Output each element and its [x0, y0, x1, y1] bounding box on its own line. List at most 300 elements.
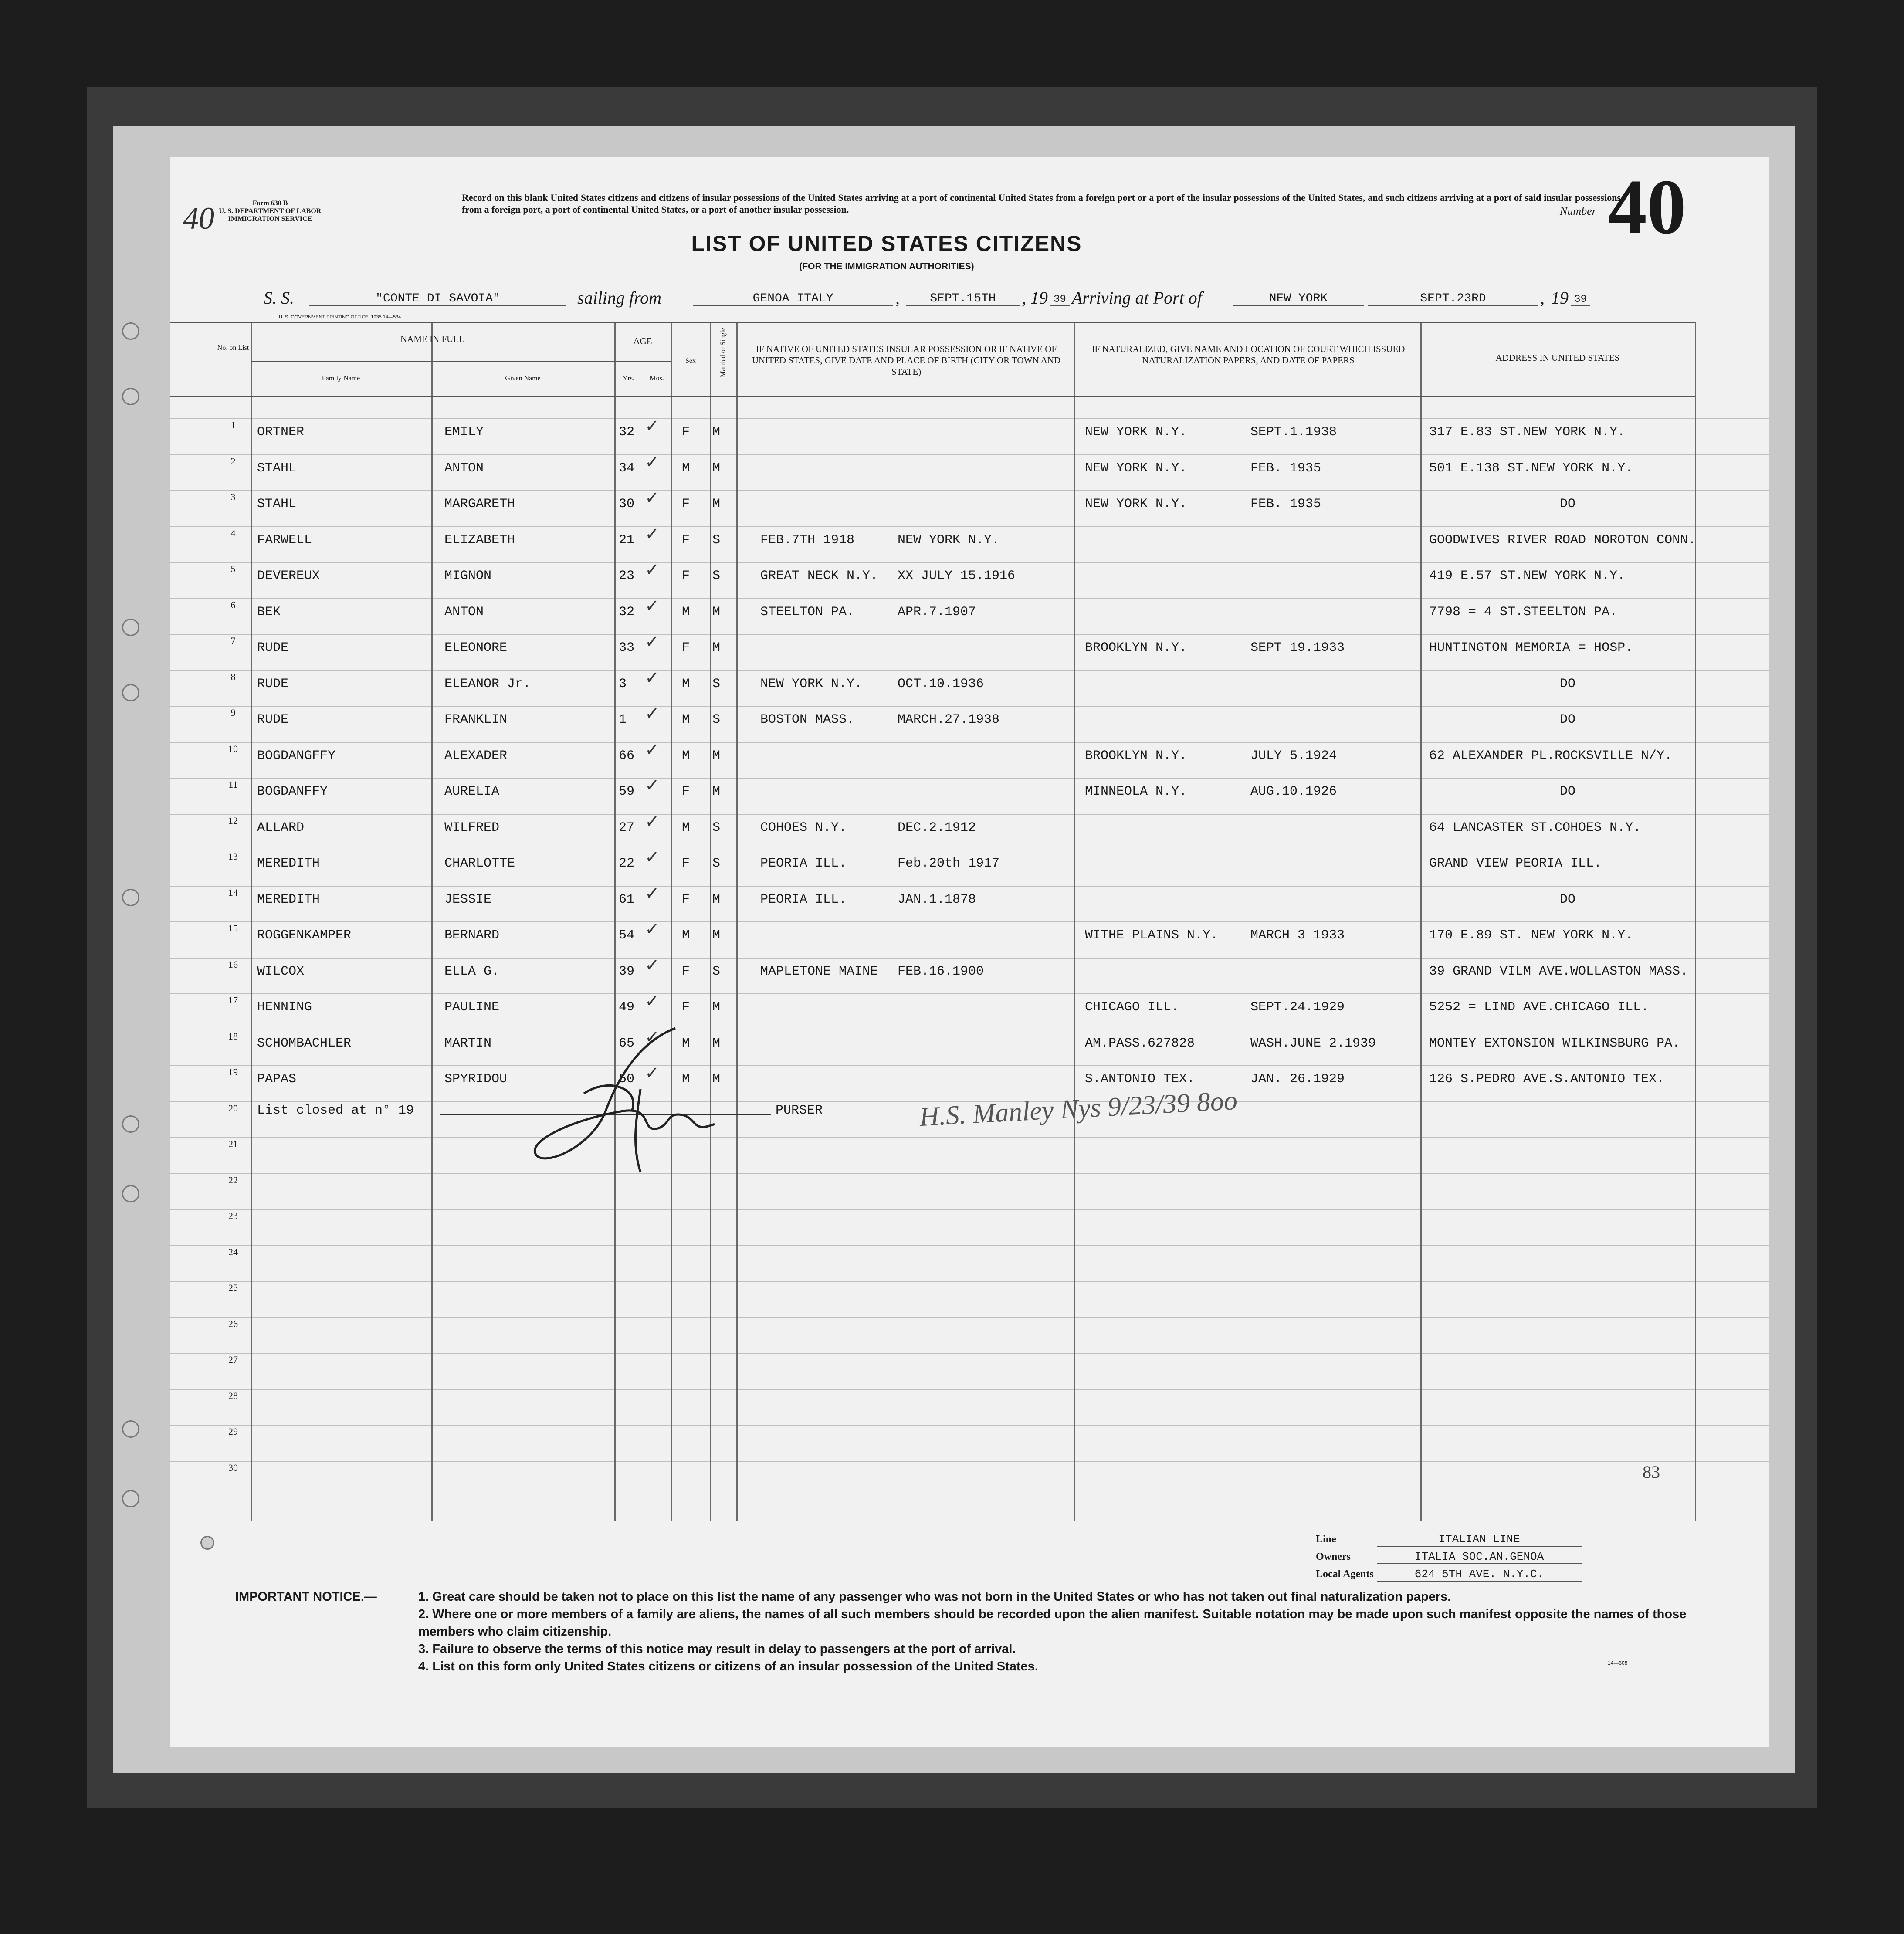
- cell-sex: M: [682, 1036, 690, 1051]
- ship-name: "CONTE DI SAVOIA": [309, 292, 566, 306]
- binder-hole: [122, 1420, 139, 1438]
- row-number: 26: [228, 1318, 238, 1329]
- cell-num: 12: [228, 815, 238, 826]
- purser-signature: [510, 1024, 754, 1181]
- cell-given: JESSIE: [444, 892, 492, 907]
- cell-sex: M: [682, 461, 690, 476]
- cell-family: STAHL: [257, 497, 297, 511]
- ruled-line: [170, 778, 1769, 779]
- inspector-signature-note: H.S. Manley Nys 9/23/39 8oo: [918, 1085, 1238, 1132]
- cell-address: MONTEY EXTONSION WILKINSBURG PA.: [1429, 1036, 1680, 1051]
- check-mark-icon: ✓: [645, 704, 660, 723]
- cell-marital: S: [712, 532, 721, 548]
- cell-yrs: 49: [619, 1000, 635, 1015]
- cell-birth-date: Feb.20th 1917: [898, 856, 1000, 871]
- cell-sex: F: [682, 569, 690, 583]
- col-line: [1695, 322, 1696, 1521]
- ruled-line: [170, 1425, 1769, 1426]
- cell-marital: M: [712, 748, 721, 763]
- cell-birth-date: OCT.10.1936: [898, 676, 984, 691]
- cell-num: 13: [228, 851, 238, 862]
- check-mark-icon: ✓: [645, 812, 660, 831]
- cell-given: ELEANOR Jr.: [444, 676, 531, 691]
- cell-sex: F: [682, 497, 690, 511]
- cell-birth-place: PEORIA ILL.: [760, 856, 847, 871]
- cell-birth-place: STEELTON PA.: [760, 604, 855, 620]
- ruled-line: [170, 1461, 1769, 1462]
- cell-family: ORTNER: [257, 425, 305, 440]
- page-title: LIST OF UNITED STATES CITIZENS: [691, 231, 1082, 256]
- cell-sex: M: [682, 928, 690, 943]
- cell-yrs: 22: [619, 856, 635, 871]
- cell-nat-court: NEW YORK N.Y.: [1085, 425, 1187, 440]
- owners-label: Owners: [1316, 1551, 1351, 1562]
- cell-marital: M: [712, 640, 721, 655]
- cell-birth-date: NEW YORK N.Y.: [898, 532, 1000, 548]
- cell-marital: M: [712, 425, 721, 440]
- cell-sex: M: [682, 748, 690, 763]
- cell-num: 2: [230, 455, 236, 467]
- cell-marital: M: [712, 928, 721, 943]
- cell-nat-court: AM.PASS.627828: [1085, 1036, 1195, 1051]
- cell-marital: S: [712, 569, 721, 583]
- page-number: 83: [1643, 1462, 1660, 1482]
- cell-family: RUDE: [257, 640, 289, 655]
- cell-sex: M: [682, 712, 690, 727]
- document-sheet: Form 630 B U. S. DEPARTMENT OF LABOR IMMIGRATION SERVICE 40 Record on this blank United States citizens and citizens of insular possessions of the United States arriving at a port of continental United States from a foreign port or a port of the insular possessions of the United States, and such citizens arriving at a port of said insular possessions from a foreign port, a port of continental United States, or a port of another insular possession. Number 40 LIST OF UNITED STATES CITIZENS (FOR THE IMMIGRATION AUTHORITIES) S. S. "CONTE DI SAVOIA" sailing from GENOA ITALY , SEPT.15TH , 19 39 Arriving at Port of NEW YORK SEPT.23RD , 19 39 U. S. GOVERNMENT PRINTING OFFICE: 1935 14—534 No. on List NAME IN FULL Family Name Given Name AGE Yrs. Mos. Sex Married or Single IF NATIVE OF UNITED STATES INSULAR POSSESSION OR IF NATIVE OF UNITED STATES, GIVE DATE AND PLACE OF BIRTH (CITY OR TOWN AND STATE) IF NATURALIZED, GIVE NAME AND LOCATION OF COURT WHICH ISSUED NATURALIZATION PAPERS, AND DATE OF PAPERS ADDRESS IN UNITED STATES 1 ORTNER EMILY 32 F M NEW YORK N.Y. SEPT.1.1938 317 E.83 ST.NEW YORK N.Y. ✓ 2 STAHL ANTON 34 M M NEW YORK N.Y. FEB. 1935 501 E.138 ST.NEW YORK N.Y. ✓ 3 STAHL MARGARETH 30 F M NEW YORK N.Y. FEB. 1935 DO ✓ 4 FARWELL ELIZABETH 21 F S FEB.7TH 1918 NEW YORK N.Y. GOODWIVES RIVER ROAD NOROTON CONN. ✓ 5 DEVEREUX MIGNON 23 F S GREAT NECK N.Y. XX JULY 15.1916 419 E.57 ST.NEW YORK N.Y. ✓ 6 BEK ANTON 32 M M STEELTON PA. APR.7.1907 7798 = 4 ST.STEELTON PA. ✓ 7 RUDE ELEONORE 33 F M BROOKLYN N.Y. SEPT 19.1933 HUNTINGTON MEMORIA = HOSP. ✓ 8 RUDE ELEANOR Jr. 3 M S NEW YORK N.Y. OCT.10.1936 DO ✓ 9 RUDE FRANKLIN 1 M S BOSTON MASS. MARCH.27.1938 DO ✓ 10 BOGDANGFFY ALEXADER 66 M M BROOKLYN N.Y. JULY 5.1924 62 ALEXANDER PL.ROCKSVILLE N/Y. ✓ 11 BOGDANFFY AURELIA 59 F M MINNEOLA N.Y. AUG.10.1926 DO ✓ 12 ALLARD WILFRED 27 M S COHOES N.Y. DEC.2.1912 64 LANCASTER ST.COHOES N.Y. ✓ 13 MEREDITH CHARLOTTE 22 F S PEORIA ILL. Feb.20th 1917 GRAND VIEW PEORIA ILL. ✓ 14 MEREDITH JESSIE 61 F M PEORIA ILL. JAN.1.1878 DO ✓ 15 ROGGENKAMPER BERNARD 54 M M WITHE PLAINS N.Y. MARCH 3 1933 170 E.89 ST. NEW YORK N.Y. ✓ 16 WILCOX ELLA G. 39 F S MAPLETONE MAINE FEB.16.1900 39 GRAND VILM AVE.WOLLASTON MASS. ✓ 17 HENNING PAULINE 49 F M CHICAGO ILL. SEPT.24.1929 5252 = LIND AVE.CHICAGO ILL. ✓ 18 SCHOMBACHLER MARTIN 65 M M AM.PASS.627828 WASH.JUNE 2.1939 MONTEY EXTONSION WILKINSBURG PA. ✓ 19 PAPAS SPYRIDOU 50 M M S.ANTONIO TEX. JAN. 26.1929 126 S.PEDRO AVE.S.ANTONIO TEX. ✓ 20 21 22 23 24 25 26 27 28 29 30 List closed at n° 19 PURSER H.S. Manley Nys 9/23/39 8oo 83 Line ITALIAN LINE Owners ITALIA SOC.AN.GENOA Local Agents 624 5TH AVE. N.Y.C. IMPORTANT NOTICE.— 1. Great care should be taken not to place on this list the name of any passenger who was not born in the United States or who has not taken out final naturalization papers. 2. Where one or more members of a family are aliens, the names of all such members should be recorded upon the alien manifest. Suitable notation may be made upon such manifest opposite the names of those members who claim citizenship. 3. Failure to observe the terms of this notice may result in delay to passengers at the port of arrival. 4. List on this form only United States citizens or citizens of an insular possession of the United States. 14—608: [170, 157, 1769, 1747]
- cell-given: PAULINE: [444, 1000, 500, 1015]
- cell-sex: F: [682, 1000, 690, 1015]
- cell-num: 19: [228, 1067, 238, 1077]
- cell-nat-court: MINNEOLA N.Y.: [1085, 784, 1187, 799]
- cell-birth-place: COHOES N.Y.: [760, 820, 847, 835]
- cell-num: 1: [230, 420, 236, 430]
- cell-yrs: 54: [619, 928, 635, 943]
- cell-marital: M: [712, 604, 721, 620]
- list-number: 40: [1608, 163, 1686, 250]
- cell-nat-date: FEB. 1935: [1250, 497, 1321, 511]
- departure-date: SEPT.15TH: [906, 292, 1020, 306]
- header-bottom-line: [170, 396, 1695, 397]
- cell-family: STAHL: [257, 461, 297, 476]
- agents-label: Local Agents: [1316, 1568, 1374, 1580]
- ruled-line: [170, 1281, 1769, 1282]
- cell-yrs: 39: [619, 964, 635, 979]
- cell-family: SCHOMBACHLER: [257, 1036, 352, 1051]
- departure-year-prefix: 19: [1030, 288, 1048, 308]
- check-mark-icon: ✓: [645, 1064, 660, 1083]
- cell-yrs: 32: [619, 604, 635, 620]
- cell-given: MARTIN: [444, 1036, 492, 1051]
- cell-sex: F: [682, 856, 690, 871]
- cell-num: 10: [228, 743, 238, 754]
- cell-given: SPYRIDOU: [444, 1072, 508, 1087]
- cell-family: ROGGENKAMPER: [257, 928, 352, 943]
- cell-yrs: 34: [619, 461, 635, 476]
- cell-num: 16: [228, 959, 238, 970]
- check-mark-icon: ✓: [645, 776, 660, 795]
- cell-marital: M: [712, 497, 721, 511]
- col-line: [736, 322, 738, 1521]
- ruled-line: [170, 670, 1769, 671]
- cell-nat-date: MARCH 3 1933: [1250, 928, 1345, 943]
- cell-num: 4: [230, 527, 236, 539]
- cell-address: DO: [1560, 784, 1576, 799]
- department-name: U. S. DEPARTMENT OF LABOR: [219, 207, 322, 215]
- ruled-line: [170, 1353, 1769, 1354]
- cell-sex: F: [682, 425, 690, 440]
- cell-num: 18: [228, 1030, 238, 1042]
- cell-address: 501 E.138 ST.NEW YORK N.Y.: [1429, 461, 1633, 476]
- departure-port: GENOA ITALY: [693, 292, 893, 306]
- ruled-line: [170, 454, 1769, 455]
- row-number: 24: [228, 1246, 238, 1257]
- cell-given: WILFRED: [444, 820, 500, 835]
- cell-birth-date: MARCH.27.1938: [898, 712, 1000, 727]
- cell-given: ELIZABETH: [444, 532, 515, 548]
- cell-sex: M: [682, 1072, 690, 1087]
- binder-hole: [122, 684, 139, 701]
- form-intro: Record on this blank United States citizens and citizens of insular possessions of the United States arriving at a port of continental United States from a foreign port or a port of the insular possessions of the United States, and such citizens arriving at a port of said insular possessions from a foreign port, a port of continental United States, or a port of another insular possession.: [462, 192, 1621, 215]
- notice-item: 2. Where one or more members of a family are aliens, the names of all such members should be recorded upon the alien manifest. Suitable notation may be made upon such manifest opposite the names of those members who claim citizenship.: [418, 1607, 1687, 1639]
- header-top-line: [170, 322, 1695, 323]
- cell-num: 15: [228, 923, 238, 934]
- cell-given: EMILY: [444, 425, 484, 440]
- row-number: 28: [228, 1390, 238, 1401]
- cell-birth-place: GREAT NECK N.Y.: [760, 569, 878, 583]
- arrival-date: SEPT.23RD: [1368, 292, 1538, 306]
- line-label: Line: [1316, 1534, 1336, 1545]
- purser-label: PURSER: [776, 1103, 823, 1118]
- col-birth-place: IF NATIVE OF UNITED STATES INSULAR POSSESSION OR IF NATIVE OF UNITED STATES, GIVE DATE AND PLACE OF BIRTH (CITY OR TOWN AND STATE): [752, 344, 1061, 377]
- col-line: [251, 322, 252, 1521]
- cell-given: ALEXADER: [444, 748, 508, 763]
- ruled-line: [170, 418, 1769, 419]
- col-line: [671, 322, 672, 1521]
- cell-given: FRANKLIN: [444, 712, 508, 727]
- ruled-line: [170, 1173, 1769, 1174]
- cell-nat-court: WITHE PLAINS N.Y.: [1085, 928, 1219, 943]
- cell-marital: M: [712, 1000, 721, 1015]
- owners-value: ITALIA SOC.AN.GENOA: [1377, 1550, 1582, 1564]
- cell-nat-date: SEPT 19.1933: [1250, 640, 1345, 655]
- list-closed-note: List closed at n° 19: [257, 1103, 414, 1118]
- cell-address: 170 E.89 ST. NEW YORK N.Y.: [1429, 928, 1633, 943]
- ss-label: S. S.: [264, 288, 294, 308]
- ruled-line: [170, 490, 1769, 491]
- cell-nat-court: CHICAGO ILL.: [1085, 1000, 1179, 1015]
- cell-given: BERNARD: [444, 928, 500, 943]
- cell-nat-court: NEW YORK N.Y.: [1085, 497, 1187, 511]
- row-number: 22: [228, 1174, 238, 1185]
- cell-nat-date: JULY 5.1924: [1250, 748, 1337, 763]
- cell-family: RUDE: [257, 676, 289, 691]
- col-yrs: Yrs.: [622, 375, 635, 382]
- col-line: [1420, 322, 1422, 1521]
- ruled-line: [170, 598, 1769, 599]
- cell-given: MARGARETH: [444, 497, 515, 511]
- ruled-line: [170, 993, 1769, 994]
- cell-family: MEREDITH: [257, 856, 320, 871]
- cell-num: 14: [228, 887, 238, 898]
- arrival-year-prefix: 19: [1551, 288, 1569, 308]
- check-mark-icon: ✓: [645, 452, 660, 472]
- ruled-line: [170, 921, 1769, 922]
- ruled-line: [170, 634, 1769, 635]
- check-mark-icon: ✓: [645, 848, 660, 867]
- cell-nat-court: NEW YORK N.Y.: [1085, 461, 1187, 476]
- row-number: 29: [228, 1426, 238, 1437]
- number-label: Number: [1560, 205, 1596, 217]
- binder-hole: [122, 388, 139, 405]
- agents-value: 624 5TH AVE. N.Y.C.: [1377, 1568, 1582, 1582]
- ruled-line: [170, 1389, 1769, 1390]
- binder-hole: [122, 1490, 139, 1507]
- cell-nat-date: SEPT.24.1929: [1250, 1000, 1345, 1015]
- ruled-line: [170, 814, 1769, 815]
- arrival-year: 39: [1571, 294, 1590, 306]
- form-code: 14—608: [1608, 1660, 1628, 1666]
- cell-birth-place: NEW YORK N.Y.: [760, 676, 863, 691]
- check-mark-icon: ✓: [645, 417, 660, 436]
- cell-yrs: 1: [619, 712, 627, 727]
- cell-yrs: 66: [619, 748, 635, 763]
- cell-num: 7: [230, 635, 236, 646]
- row-number: 21: [228, 1138, 238, 1149]
- cell-birth-date: FEB.16.1900: [898, 964, 984, 979]
- check-mark-icon: ✓: [645, 524, 660, 544]
- binder-hole: [122, 1185, 139, 1202]
- cell-address: 126 S.PEDRO AVE.S.ANTONIO TEX.: [1429, 1072, 1665, 1087]
- line-value: ITALIAN LINE: [1377, 1533, 1582, 1547]
- cell-yrs: 50: [619, 1072, 635, 1087]
- col-name-in-full: NAME IN FULL: [400, 334, 464, 344]
- sailing-from-label: sailing from: [577, 288, 661, 308]
- row-number: 23: [228, 1210, 238, 1221]
- cell-marital: S: [712, 820, 721, 835]
- check-mark-icon: ✓: [645, 992, 660, 1011]
- col-naturalization: IF NATURALIZED, GIVE NAME AND LOCATION OF COURT WHICH ISSUED NATURALIZATION PAPERS, AND DATE OF PAPERS: [1091, 344, 1405, 366]
- cell-address: DO: [1560, 497, 1576, 511]
- cell-yrs: 23: [619, 569, 635, 583]
- cell-family: PAPAS: [257, 1072, 297, 1087]
- cell-family: WILCOX: [257, 964, 305, 979]
- cell-given: AURELIA: [444, 784, 500, 799]
- check-mark-icon: ✓: [645, 668, 660, 688]
- cell-marital: M: [712, 892, 721, 907]
- cell-sex: M: [682, 604, 690, 620]
- col-mos: Mos.: [650, 375, 664, 382]
- cell-num: 9: [230, 707, 236, 718]
- ruled-line: [170, 1065, 1769, 1066]
- form-number: Form 630 B: [252, 200, 288, 207]
- cell-family: DEVEREUX: [257, 569, 320, 583]
- cell-birth-place: MAPLETONE MAINE: [760, 964, 878, 979]
- service-name: IMMIGRATION SERVICE: [228, 215, 312, 223]
- row-number: 27: [228, 1354, 238, 1365]
- cell-address: DO: [1560, 712, 1576, 727]
- cell-yrs: 59: [619, 784, 635, 799]
- cell-family: BEK: [257, 604, 281, 620]
- cell-sex: F: [682, 532, 690, 548]
- ruled-line: [170, 742, 1769, 743]
- cell-family: RUDE: [257, 712, 289, 727]
- page-subtitle: (FOR THE IMMIGRATION AUTHORITIES): [799, 261, 974, 271]
- cell-sex: F: [682, 640, 690, 655]
- cell-birth-place: FEB.7TH 1918: [760, 532, 855, 548]
- cell-sex: M: [682, 676, 690, 691]
- cell-family: MEREDITH: [257, 892, 320, 907]
- cell-birth-date: XX JULY 15.1916: [898, 569, 1016, 583]
- notice-item: 1. Great care should be taken not to place on this list the name of any passenger who was not born in the United States or who has not taken out final naturalization papers.: [418, 1590, 1451, 1604]
- cell-family: BOGDANGFFY: [257, 748, 336, 763]
- handwritten-number: 40: [183, 201, 214, 236]
- col-line: [710, 322, 711, 1521]
- cell-yrs: 61: [619, 892, 635, 907]
- col-line: [1074, 322, 1075, 1521]
- cell-family: BOGDANFFY: [257, 784, 328, 799]
- cell-birth-date: DEC.2.1912: [898, 820, 976, 835]
- cell-given: MIGNON: [444, 569, 492, 583]
- check-mark-icon: ✓: [645, 884, 660, 903]
- check-mark-icon: ✓: [645, 740, 660, 759]
- arriving-label: Arriving at Port of: [1072, 288, 1202, 308]
- binder-hole: [200, 1536, 214, 1550]
- cell-sex: M: [682, 820, 690, 835]
- cell-address: HUNTINGTON MEMORIA = HOSP.: [1429, 640, 1633, 655]
- printing-office: U. S. GOVERNMENT PRINTING OFFICE: 1935 14—534: [279, 315, 401, 320]
- cell-marital: M: [712, 1036, 721, 1051]
- cell-yrs: 3: [619, 676, 627, 691]
- check-mark-icon: ✓: [645, 560, 660, 579]
- col-address: ADDRESS IN UNITED STATES: [1495, 352, 1620, 363]
- ruled-line: [170, 562, 1769, 563]
- cell-birth-place: BOSTON MASS.: [760, 712, 855, 727]
- cell-address: 64 LANCASTER ST.COHOES N.Y.: [1429, 820, 1641, 835]
- cell-address: 7798 = 4 ST.STEELTON PA.: [1429, 604, 1618, 620]
- cell-address: 419 E.57 ST.NEW YORK N.Y.: [1429, 569, 1626, 583]
- cell-nat-date: AUG.10.1926: [1250, 784, 1337, 799]
- cell-num: 5: [230, 563, 236, 574]
- cell-nat-court: S.ANTONIO TEX.: [1085, 1072, 1195, 1087]
- row-number: 25: [228, 1282, 238, 1293]
- cell-num: 8: [230, 671, 236, 682]
- cell-num: 3: [230, 491, 236, 502]
- cell-given: ELEONORE: [444, 640, 508, 655]
- departure-year: 39: [1050, 294, 1070, 306]
- cell-family: FARWELL: [257, 532, 312, 548]
- check-mark-icon: ✓: [645, 596, 660, 616]
- cell-given: ANTON: [444, 604, 484, 620]
- ruled-line: [170, 1317, 1769, 1318]
- cell-family: ALLARD: [257, 820, 305, 835]
- cell-yrs: 21: [619, 532, 635, 548]
- check-mark-icon: ✓: [645, 1027, 660, 1047]
- cell-marital: M: [712, 784, 721, 799]
- ruled-line: [170, 706, 1769, 707]
- ruled-line: [170, 526, 1769, 527]
- check-mark-icon: ✓: [645, 955, 660, 975]
- form-id-block: [218, 200, 322, 223]
- binder-hole: [122, 322, 139, 340]
- cell-yrs: 30: [619, 497, 635, 511]
- ruled-line: [170, 886, 1769, 887]
- notice-list: [418, 1588, 1704, 1675]
- col-family-name: Family Name: [322, 375, 360, 382]
- cell-nat-date: WASH.JUNE 2.1939: [1250, 1036, 1376, 1051]
- row-number: 30: [228, 1462, 238, 1473]
- row-number: 20: [228, 1102, 238, 1114]
- cell-nat-date: JAN. 26.1929: [1250, 1072, 1345, 1087]
- cell-nat-court: BROOKLYN N.Y.: [1085, 640, 1187, 655]
- arrival-port: NEW YORK: [1233, 292, 1364, 306]
- binder-hole: [122, 1115, 139, 1133]
- ruled-line: [170, 1209, 1769, 1210]
- notice-heading: IMPORTANT NOTICE.—: [235, 1590, 377, 1604]
- col-no-on-list: No. on List: [217, 344, 249, 352]
- cell-marital: S: [712, 676, 721, 691]
- binder-hole: [122, 619, 139, 636]
- cell-yrs: 65: [619, 1036, 635, 1051]
- cell-marital: M: [712, 1072, 721, 1087]
- col-line: [614, 322, 616, 1521]
- ruled-line: [170, 958, 1769, 959]
- cell-family: HENNING: [257, 1000, 312, 1015]
- col-sex: Sex: [685, 357, 696, 365]
- cell-yrs: 27: [619, 820, 635, 835]
- check-mark-icon: ✓: [645, 488, 660, 508]
- cell-yrs: 33: [619, 640, 635, 655]
- cell-address: GOODWIVES RIVER ROAD NOROTON CONN.: [1429, 532, 1696, 548]
- cell-birth-date: JAN.1.1878: [898, 892, 976, 907]
- cell-num: 6: [230, 599, 236, 610]
- cell-sex: F: [682, 784, 690, 799]
- cell-marital: S: [712, 964, 721, 979]
- cell-birth-place: PEORIA ILL.: [760, 892, 847, 907]
- cell-address: 317 E.83 ST.NEW YORK N.Y.: [1429, 425, 1626, 440]
- check-mark-icon: ✓: [645, 632, 660, 651]
- cell-address: 5252 = LIND AVE.CHICAGO ILL.: [1429, 1000, 1649, 1015]
- binder-hole: [122, 889, 139, 906]
- cell-given: CHARLOTTE: [444, 856, 515, 871]
- cell-marital: S: [712, 856, 721, 871]
- cell-marital: M: [712, 461, 721, 476]
- cell-address: 39 GRAND VILM AVE.WOLLASTON MASS.: [1429, 964, 1688, 979]
- cell-nat-court: BROOKLYN N.Y.: [1085, 748, 1187, 763]
- cell-num: 17: [228, 995, 238, 1006]
- cell-marital: S: [712, 712, 721, 727]
- col-line: [431, 322, 433, 1521]
- cell-nat-date: SEPT.1.1938: [1250, 425, 1337, 440]
- ruled-line: [170, 1137, 1769, 1138]
- notice-item: 3. Failure to observe the terms of this notice may result in delay to passengers at the port of arrival.: [418, 1642, 1016, 1656]
- col-given-name: Given Name: [505, 375, 541, 382]
- check-mark-icon: ✓: [645, 920, 660, 939]
- cell-given: ANTON: [444, 461, 484, 476]
- cell-num: 11: [228, 779, 238, 790]
- cell-address: DO: [1560, 892, 1576, 907]
- cell-address: GRAND VIEW PEORIA ILL.: [1429, 856, 1602, 871]
- cell-yrs: 32: [619, 425, 635, 440]
- notice-item: 4. List on this form only United States citizens or citizens of an insular possession of the United States.: [418, 1660, 1038, 1673]
- col-age: AGE: [633, 336, 652, 346]
- cell-given: ELLA G.: [444, 964, 500, 979]
- cell-sex: F: [682, 964, 690, 979]
- col-married-single: Married or Single: [719, 328, 727, 377]
- ruled-line: [170, 1245, 1769, 1246]
- cell-address: 62 ALEXANDER PL.ROCKSVILLE N/Y.: [1429, 748, 1673, 763]
- cell-address: DO: [1560, 676, 1576, 691]
